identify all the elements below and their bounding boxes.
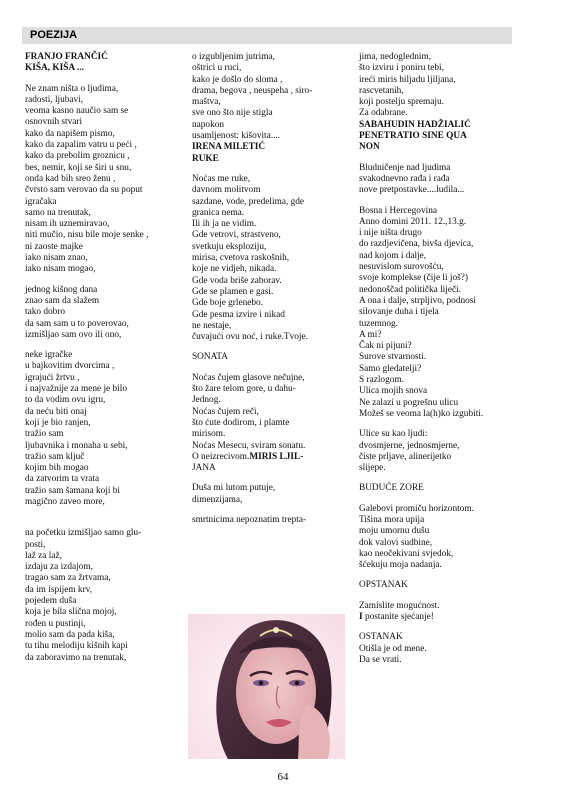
poem-line: tražio sam [25, 429, 64, 440]
poem-line: slijepe. [359, 463, 386, 474]
poem-line: granica nema. [192, 207, 245, 218]
poem-line: molio sam da pada kiša, [25, 629, 115, 640]
poem-line: Za odabrane. [359, 108, 408, 119]
poem-line: moju umornu dušu [359, 526, 430, 537]
poem-line: to da vodim ovu igru, [25, 395, 106, 406]
poem-line: rascvetanih, [359, 85, 404, 96]
poem-line: O neizrecivom.MIRIS LJIL- [192, 451, 304, 462]
poem-line: ni zaoste majke [25, 241, 83, 252]
poem-line: rođen u pustinji, [25, 618, 86, 629]
poem-line: i najvažnije za mene je bilo [25, 384, 127, 395]
poem-line: izmišljao sam ovo ili ono, [25, 329, 122, 340]
poem-line: čvrsto sam verovao da su poput [25, 185, 143, 196]
poem-line: nedonoščad politička liječi. [359, 284, 461, 295]
stanza-break [25, 276, 183, 285]
poem-line: Možeš se veoma la(h)ko izgubiti. [359, 408, 484, 419]
stanza-break [359, 197, 517, 206]
poem-line: da im ispijem krv, [25, 584, 93, 595]
poem-line: Jednog. [192, 395, 221, 406]
poem-line: da neću biti onaj [25, 406, 87, 417]
poem-line: smrtnicima nepoznatim trepta- [192, 514, 307, 525]
poem-line: bes, nemir, koji se širi u snu, [25, 162, 132, 173]
poem-line: da sam sam u to poverovao, [25, 318, 129, 329]
text-column-2 [192, 52, 350, 526]
poem-line: Bludničenje nad ljudima [359, 162, 451, 173]
poem-line: da zatvorim ta vrata [25, 474, 100, 485]
poem-line: ne nestaje, [192, 320, 232, 331]
poem-line [359, 612, 517, 623]
stanza-break [359, 592, 517, 601]
poem-line: o izgubljenim jutrima, [192, 52, 275, 62]
poem-line: kao neočekivani svjedok, [359, 548, 454, 559]
stanza-break [359, 623, 517, 632]
poem-line: Samo gledatelji? [359, 363, 422, 374]
poem-line: kako da napišem pismo, [25, 128, 115, 139]
poem-line: nesuvislom surovošću, [359, 262, 444, 273]
poem-line: Noćas Mesecu, sviram sonatu. [192, 440, 306, 451]
poem-line: nad kojom i dalje, [359, 250, 427, 261]
poem-line: tako dobro [25, 307, 66, 318]
poem-line: Da se vrati. [359, 654, 402, 665]
poem-line: što izviru i poniru tebi, [359, 63, 444, 74]
poem-heading-line: IRENA MILETIĆ [192, 142, 266, 153]
poem-line: Gde boje grlenebo. [192, 298, 263, 309]
poem-line: drama, begova , neuspeha , siro- [192, 85, 313, 96]
poem-line: jima, nedoglednim, [359, 52, 432, 62]
poem-line: igračaka [25, 196, 57, 207]
poem-line: Zamislite mogućnost. [359, 600, 440, 611]
poem-line: dimenzijama, [192, 494, 243, 505]
poem-line: tražio sam šamana koji bi [25, 485, 121, 496]
stanza-break [192, 364, 350, 373]
poem-line: kako da zapalim vatru u peći , [25, 140, 137, 151]
poem-line: maštva, [192, 97, 221, 108]
poem-line: davnom molitvom [192, 185, 261, 196]
poem-line: Galebovi promiču horizontom. [359, 503, 474, 514]
poem-line: Duša mi lutom putuje, [192, 483, 276, 494]
poem-line: Ulica mojih snova [359, 386, 428, 397]
poem-line: tuzemnog. [359, 318, 398, 329]
poem-line: sve ono što nije stigla [192, 108, 273, 119]
poem-heading-line: FRANJO FRANČIĆ [25, 52, 108, 62]
stanza-break [359, 154, 517, 163]
poem-line: ireći miris hiljadu ljiljana, [359, 74, 456, 85]
poem-line: čiste prljave, alineriјetko [359, 451, 452, 462]
poem-line: kojim bih mogao [25, 463, 89, 474]
poem-line: kako je došlo do sloma , [192, 74, 283, 85]
woman-portrait-photo [188, 614, 345, 759]
poem-line: što žare telom gore, u dahu- [192, 384, 296, 395]
text-column-3 [359, 52, 517, 666]
poem-line: A mi? [359, 329, 382, 340]
poem-line: Noćas me ruke, [192, 173, 251, 184]
poem-line: i nije ništa drugo [359, 228, 422, 239]
poem-heading-line: PENETRATIO SINE QUA [359, 131, 467, 142]
poem-line: svakodnevno rađa i rađa [359, 173, 450, 184]
poem-line: koji je bio ranjen, [25, 417, 91, 428]
poem-line: tražio sam ključ [25, 451, 85, 462]
poem-line: Surove stvarnosti. [359, 352, 427, 363]
poem-line: nove pretpostavke....ludila... [359, 185, 465, 196]
poem-line: magično zaveo more, [25, 496, 105, 507]
page-number: 64 [277, 771, 289, 783]
poem-heading-line: RUKE [192, 153, 219, 164]
poem-line: igrajući žrtvu , [25, 372, 80, 383]
poem-line: samo na trenutak, [25, 207, 91, 218]
poem-line: što ćute dodirom, i plamte [192, 417, 290, 428]
poem-line: laž za laž, [25, 550, 62, 561]
poem-line: dok valovi sudbine, [359, 537, 433, 548]
poem-line: na početku izmišljao samo glu- [25, 528, 142, 539]
poem-line: koja je bila slična mojoj, [25, 607, 117, 618]
stanza-break [192, 165, 350, 174]
stanza-break [25, 341, 183, 350]
poem-line: mirisa, cvetova raskošnih, [192, 253, 290, 264]
poem-line: Bosna i Hercegovina [359, 205, 437, 216]
poem-line: posti, [25, 539, 46, 550]
poem-line: oštrici u ruci, [192, 63, 242, 74]
poem-line: izdaju za izdajom, [25, 562, 93, 573]
poem-line: onda kad bih sreo ženu , [25, 173, 116, 184]
text-column-1 [25, 52, 183, 664]
poem-line: veoma kasno naučio sam se [25, 106, 129, 117]
poem-line: iako nisam mogao, [25, 264, 96, 275]
poem-line: sazdane, vode, predelima, gde [192, 196, 305, 207]
stanza-break [25, 508, 183, 528]
poem-line: Ne znam ništa o ljudima, [25, 83, 119, 94]
poem-line: A ona i dalje, strpljivo, podnosi [359, 295, 476, 306]
poem-line: Ulice su kao ljudi: [359, 429, 428, 440]
poem-line: kako da prebolim groznicu , [25, 151, 130, 162]
stanza-break [359, 495, 517, 504]
poem-line: OPSTANAK [359, 580, 408, 591]
poem-line: svetkuju eksploziju, [192, 241, 267, 252]
poem-heading-line: SABAHUDIN HADŽIALIĆ [359, 119, 471, 130]
poem-line: do razdjevičena, bivša djevica, [359, 239, 474, 250]
poem-line: Noćas čujem glasove nečujne, [192, 372, 305, 383]
poem-line: Otišla je od mene. [359, 643, 427, 654]
poem-line: Gde vetrovi, strastveno, [192, 230, 281, 241]
poem-line: mirisom. [192, 429, 226, 440]
poem-line: pojedem duša [25, 596, 77, 607]
poem-line: Čak ni pijuni? [359, 341, 412, 352]
poem-line: Gde pesma izvire i nikad [192, 309, 285, 320]
section-header-bar [22, 27, 512, 44]
poem-heading-line: NON [359, 142, 380, 153]
stanza-break [359, 571, 517, 580]
poem-heading-line: KIŠA, KIŠA ... [25, 63, 84, 74]
poem-line: jednog kišnog dana [25, 284, 98, 295]
poem-line: napokon [192, 119, 225, 130]
poem-line: koji postelju spremaju. [359, 97, 444, 108]
poem-line: Gde se plamen e gasi. [192, 286, 274, 297]
poem-line: S razlogom. [359, 375, 404, 386]
poem-line: Ili ih ja ne vidim. [192, 219, 257, 230]
poem-heading-inline: MIRIS LJIL- [249, 451, 304, 462]
poem-line: šćekuju moja nadanja. [359, 560, 442, 571]
stanza-break [192, 343, 350, 352]
poem-line: da zaboravimo na trenutak, [25, 652, 127, 663]
poem-line: Anno domini 2011. 12.,13.g. [359, 216, 467, 227]
poem-line: niti mučio, nisu bile moje senke , [25, 230, 149, 241]
poem-line: čuvajući ovu noć, i ruke.Tvoje. [192, 332, 308, 343]
poem-line: Tišina mora upija [359, 514, 425, 525]
poem-line: koje ne vidjeh, nikada. [192, 264, 277, 275]
poem-line: JANA [192, 463, 216, 474]
section-label: POEZIJA [30, 29, 78, 41]
poem-line: iako nisam znao, [25, 253, 88, 264]
poem-line: dvosmjerne, jednosmjerne, [359, 440, 460, 451]
poem-line: Gde voda briše zaborav. [192, 275, 282, 286]
poem-line: znao sam da slažem [25, 295, 100, 306]
poem-line: neke igračke [25, 350, 73, 361]
stanza-break [359, 420, 517, 429]
poem-line: svoje komplekse (čije li još?) [359, 273, 468, 284]
stanza-break [192, 474, 350, 483]
emphasized-line: I postanite sjećanje! [359, 612, 434, 623]
poem-line: nisam ih uznemiravao, [25, 219, 110, 230]
poem-line: silovanje duha i tijela [359, 307, 439, 318]
poem-line: osnovnih stvari [25, 117, 83, 128]
poem-line: OSTANAK [359, 632, 403, 643]
poem-line: SONATA [192, 352, 228, 363]
poem-line: tu tihu melodiju kišnih kapi [25, 641, 128, 652]
poem-line: Ne zalazi u pogrešnu ulicu [359, 397, 459, 408]
poem-line: usamljenost: kišovita.... [192, 131, 281, 142]
poem-line: BUDUĆE ZORE [359, 483, 424, 494]
poem-line: tragao sam za žrtvama, [25, 573, 111, 584]
stanza-break [192, 506, 350, 515]
poem-line: radosti, ljubavi, [25, 94, 84, 105]
poem-line: ljubavnika i monaha u sebi, [25, 440, 128, 451]
poem-line: Noćas čujem reči, [192, 406, 259, 417]
poem-line: u bajkovitim dvorcima , [25, 361, 115, 372]
stanza-break [25, 75, 183, 84]
